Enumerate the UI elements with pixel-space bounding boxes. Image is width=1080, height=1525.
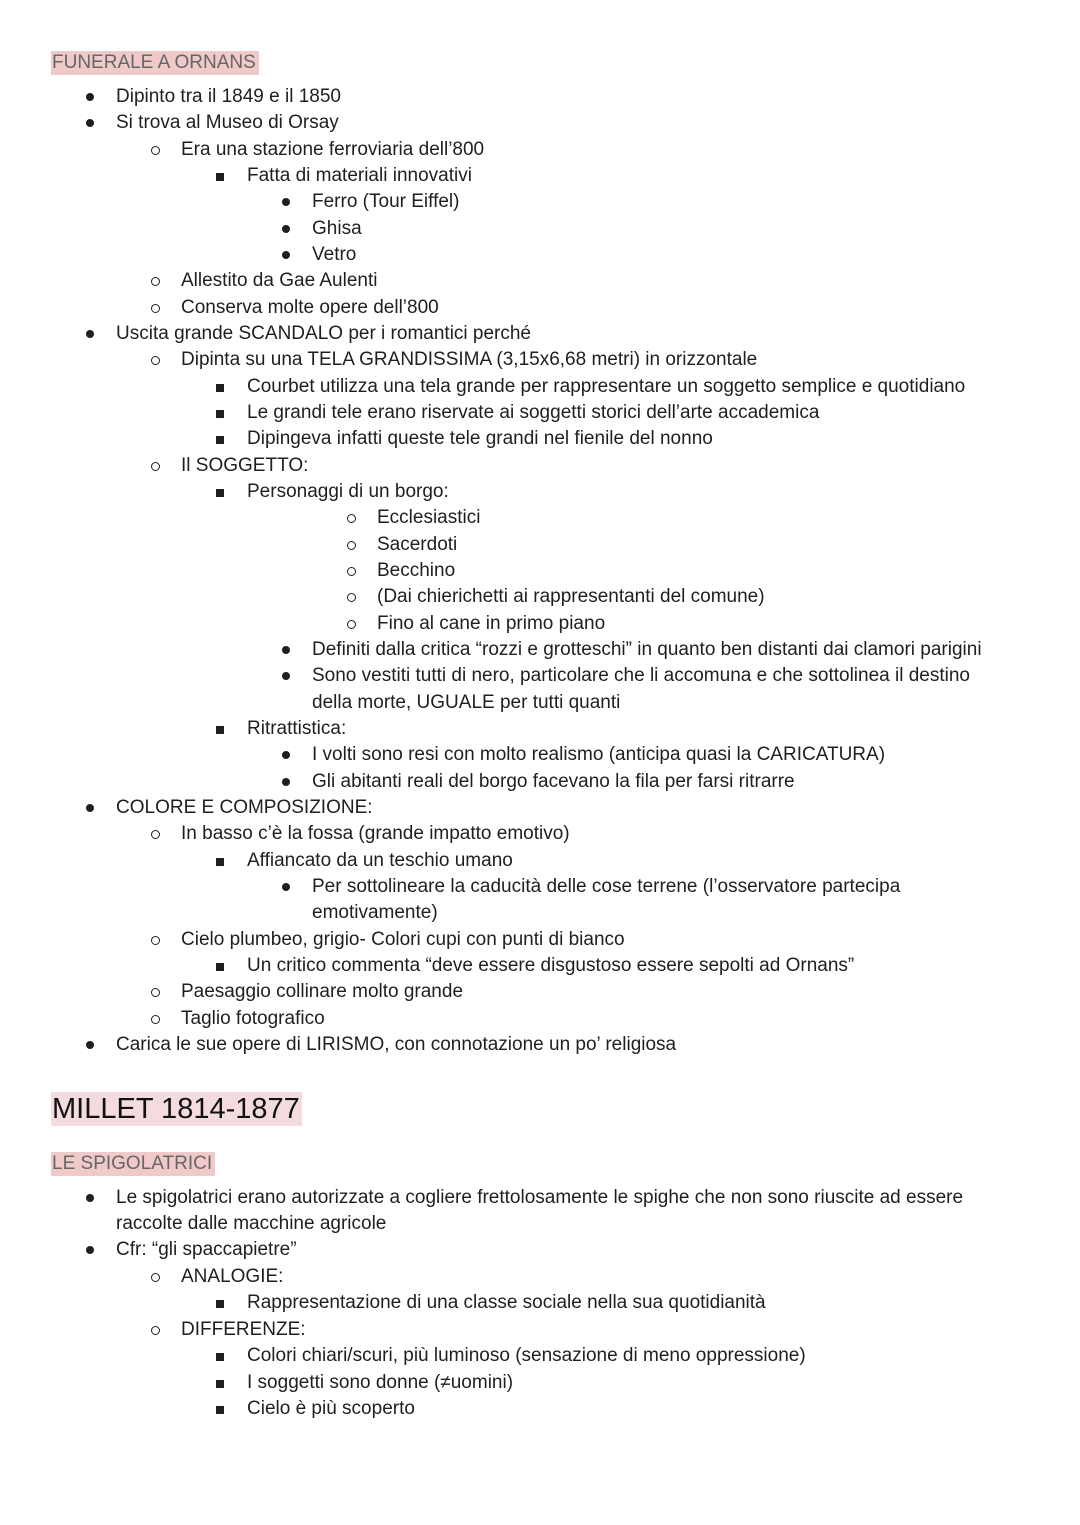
list-item: Rappresentazione di una classe sociale nella sua quotidianità [247,1292,766,1313]
list-item: Taglio fotografico [181,1008,325,1029]
list-item: Conserva molte opere dell’800 [181,297,439,318]
list-item-continuation: raccolte dalle macchine agricole [116,1213,387,1234]
list-item: Un critico commenta “deve essere disgustoso essere sepolti ad Ornans” [247,955,855,976]
list-item: Ecclesiastici [377,507,481,528]
list-item: Le spigolatrici erano autorizzate a cogliere frettolosamente le spighe che non sono riuscite ad essere [116,1187,964,1208]
list-item: Sacerdoti [377,534,458,555]
list-item: Paesaggio collinare molto grande [181,981,464,1002]
list-item: Personaggi di un borgo: [247,481,449,502]
list-item: Definiti dalla critica “rozzi e grotteschi” in quanto ben distanti dai clamori parigini [312,639,982,660]
list-item: Cielo plumbeo, grigio- Colori cupi con punti di bianco [181,929,625,950]
list-item: I volti sono resi con molto realismo (anticipa quasi la CARICATURA) [312,744,886,765]
list-item: In basso c’è la fossa (grande impatto emotivo) [181,823,570,844]
list-item: Le grandi tele erano riservate ai soggetti storici dell’arte accademica [247,402,820,423]
list-item: Ferro (Tour Eiffel) [312,191,460,212]
list-item: Sono vestiti tutti di nero, particolare che li accomuna e che sottolinea il destino [312,665,970,686]
list-item: Per sottolineare la caducità delle cose terrene (l’osservatore partecipa [312,876,901,897]
section-heading-millet: MILLET 1814-1877 [52,1093,300,1125]
list-item: ANALOGIE: [181,1266,284,1287]
list-item: Becchino [377,560,456,581]
list-item: Uscita grande SCANDALO per i romantici perché [116,323,532,344]
list-item: I soggetti sono donne (≠uomini) [247,1372,514,1393]
list-item: Colori chiari/scuri, più luminoso (sensazione di meno oppressione) [247,1345,806,1366]
list-item: Fino al cane in primo piano [377,613,606,634]
list-item: Ghisa [312,218,362,239]
subsection-heading-spigolatrici: LE SPIGOLATRICI [51,1152,215,1176]
list-item: COLORE E COMPOSIZIONE: [116,797,373,818]
list-item-continuation: emotivamente) [312,902,438,923]
list-item-continuation: della morte, UGUALE per tutti quanti [312,692,621,713]
list-item: Cielo è più scoperto [247,1398,415,1419]
list-item: Era una stazione ferroviaria dell’800 [181,139,485,160]
list-item: Carica le sue opere di LIRISMO, con connotazione un po’ religiosa [116,1034,677,1055]
list-item: Cfr: “gli spaccapietre” [116,1239,297,1260]
list-item: Affiancato da un teschio umano [247,850,513,871]
list-item: Dipinta su una TELA GRANDISSIMA (3,15x6,68 metri) in orizzontale [181,349,758,370]
list-item: DIFFERENZE: [181,1319,306,1340]
list-item: Ritrattistica: [247,718,347,739]
list-item: Il SOGGETTO: [181,455,309,476]
list-item: Fatta di materiali innovativi [247,165,472,186]
list-item: Dipinto tra il 1849 e il 1850 [116,86,341,107]
list-item: Vetro [312,244,357,265]
list-item: Courbet utilizza una tela grande per rappresentare un soggetto semplice e quotidiano [247,376,966,397]
list-item: Si trova al Museo di Orsay [116,112,339,133]
list-item: Dipingeva infatti queste tele grandi nel fienile del nonno [247,428,713,449]
section-heading-funerale: FUNERALE A ORNANS [51,51,259,75]
list-item: Gli abitanti reali del borgo facevano la fila per farsi ritrarre [312,771,795,792]
list-item: Allestito da Gae Aulenti [181,270,378,291]
list-item: (Dai chierichetti ai rappresentanti del comune) [377,586,765,607]
